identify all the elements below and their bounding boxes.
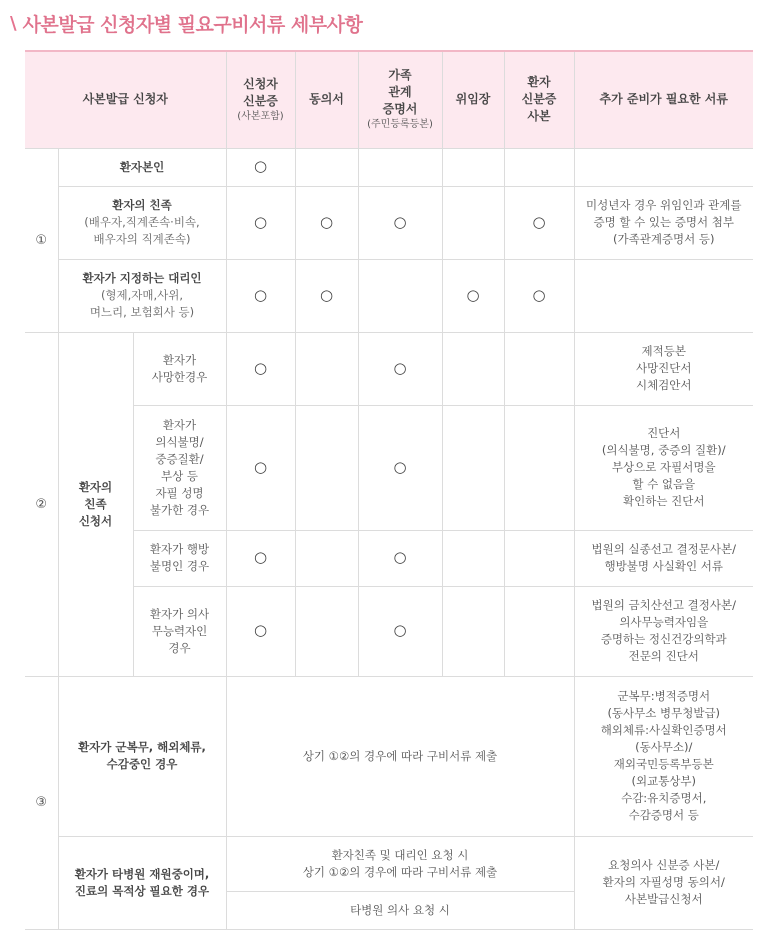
empty-cell <box>295 530 358 586</box>
row-label: 환자가 의식불명/ 중증질환/ 부상 등 자필 성명 불가한 경우 <box>133 405 226 530</box>
row-label-detail: (배우자,직계존속·비속, 배우자의 직계존속) <box>84 215 200 246</box>
empty-cell <box>295 332 358 405</box>
check-mark <box>358 530 442 586</box>
empty-cell <box>442 148 504 186</box>
header-extra-docs: 추가 준비가 필요한 서류 <box>574 51 753 148</box>
extra-docs-cell: 군복무:병적증명서 (동사무소 병무청발급) 해외체류:사실확인증명서 (동사무소)/ 재외국민등록부등본 (외교통상부) 수감:유치증명서, 수감증명서 등 <box>574 676 753 836</box>
circle-icon: ○ <box>253 457 268 476</box>
table-row <box>25 676 753 836</box>
row-label-text: 환자의 친족 <box>112 198 172 212</box>
header-consent: 동의서 <box>295 51 358 148</box>
title-slash-mark: \ <box>10 12 17 34</box>
header-family-cert-label: 가족 관계 증명서 <box>382 68 418 117</box>
circle-icon: ○ <box>393 621 407 639</box>
table-row <box>25 586 753 676</box>
check-mark <box>295 259 358 332</box>
circle-icon: ○ <box>253 212 268 231</box>
row-label: 환자가 의사 무능력자인 경우 <box>133 586 226 676</box>
extra-docs-cell: 진단서 (의식불명, 중증의 질환)/ 부상으로 자필서명을 할 수 없음을 확인하는 진단서 <box>574 405 753 530</box>
header-applicant: 사본발급 신청자 <box>25 51 226 148</box>
empty-cell <box>442 186 504 259</box>
circle-icon: ○ <box>393 358 407 377</box>
check-mark <box>226 186 295 259</box>
row-label: 환자가 행방 불명인 경우 <box>133 530 226 586</box>
check-mark <box>504 259 574 332</box>
group-number-3: ③ <box>25 676 58 929</box>
group-number-2: ② <box>25 332 58 676</box>
check-mark <box>226 148 295 186</box>
circle-icon: ○ <box>319 212 334 231</box>
circle-icon: ○ <box>253 358 268 377</box>
circle-icon: ○ <box>532 212 546 231</box>
table-row <box>25 530 753 586</box>
required-documents-table <box>25 50 753 930</box>
group-number-1: ① <box>25 148 58 332</box>
check-mark <box>295 186 358 259</box>
empty-cell <box>574 148 753 186</box>
circle-icon: ○ <box>393 457 407 476</box>
table-row <box>25 259 753 332</box>
empty-cell <box>504 148 574 186</box>
row-label <box>58 148 226 186</box>
row-label: 환자가 타병원 재원중이며, 진료의 목적상 필요한 경우 <box>58 836 226 929</box>
page-title-text: 사본발급 신청자별 필요구비서류 세부사항 <box>22 13 363 36</box>
empty-cell <box>295 148 358 186</box>
extra-docs-cell: 요청의사 신분증 사본/ 환자의 자필성명 동의서/ 사본발급신청서 <box>574 836 753 929</box>
empty-cell <box>358 148 442 186</box>
check-mark <box>358 186 442 259</box>
merged-instruction-b: 타병원 의사 요청 시 <box>226 891 574 929</box>
extra-docs-cell: 제적등본 사망진단서 시체검안서 <box>574 332 753 405</box>
row-label: 환자가 군복무, 해외체류, 수감중인 경우 <box>58 676 226 836</box>
circle-icon: ○ <box>393 212 407 231</box>
circle-icon: ○ <box>319 285 334 304</box>
circle-icon: ○ <box>253 621 268 639</box>
page-title <box>10 8 362 38</box>
circle-icon: ○ <box>393 548 407 566</box>
table-row <box>25 148 753 186</box>
empty-cell <box>504 530 574 586</box>
circle-icon: ○ <box>532 285 546 304</box>
check-mark <box>358 405 442 530</box>
check-mark <box>226 405 295 530</box>
circle-icon: ○ <box>466 285 480 304</box>
empty-cell <box>442 530 504 586</box>
circle-icon: ○ <box>253 548 268 566</box>
empty-cell <box>504 586 574 676</box>
circle-icon: ○ <box>253 285 268 304</box>
row-label-text: 환자본인 <box>119 159 165 174</box>
row-label <box>58 186 226 259</box>
table-row <box>25 405 753 530</box>
extra-docs-cell: 미성년자 경우 위임인과 관계를 증명 할 수 있는 증명서 첨부 (가족관계증명서 등) <box>574 186 753 259</box>
empty-cell <box>504 405 574 530</box>
empty-cell <box>295 405 358 530</box>
row-label: 환자가 사망한경우 <box>133 332 226 405</box>
check-mark <box>226 332 295 405</box>
table-row <box>25 186 753 259</box>
table-row <box>25 332 753 405</box>
check-mark <box>226 259 295 332</box>
empty-cell <box>504 332 574 405</box>
check-mark <box>226 530 295 586</box>
extra-docs-cell: 법원의 실종선고 결정문사본/ 행방불명 사실확인 서류 <box>574 530 753 586</box>
merged-instruction-a: 환자친족 및 대리인 요청 시 상기 ①②의 경우에 따라 구비서류 제출 <box>226 836 574 891</box>
empty-cell <box>295 586 358 676</box>
empty-cell <box>442 332 504 405</box>
header-id-card-sub: (사본포함) <box>237 110 284 122</box>
header-delegation: 위임장 <box>442 51 504 148</box>
extra-docs-cell: 법원의 금치산선고 결정사본/ 의사무능력자임을 증명하는 정신건강의학과 전문의 진단서 <box>574 586 753 676</box>
group-2-label: 환자의 친족 신청서 <box>58 332 133 676</box>
empty-cell <box>442 586 504 676</box>
row-label <box>58 259 226 332</box>
row-label-text: 환자가 지정하는 대리인 <box>82 271 202 285</box>
check-mark <box>226 586 295 676</box>
empty-cell <box>574 259 753 332</box>
header-family-cert <box>358 51 442 148</box>
table-header-row <box>25 51 753 148</box>
header-id-card-label: 신청자 신분증 <box>243 76 278 108</box>
check-mark <box>504 186 574 259</box>
header-patient-id: 환자 신분증 사본 <box>504 51 574 148</box>
header-family-cert-sub: (주민등록등본) <box>367 119 433 131</box>
check-mark <box>358 586 442 676</box>
header-id-card <box>226 51 295 148</box>
row-label-detail: (형제,자매,사위, 며느리, 보험회사 등) <box>89 288 195 319</box>
circle-icon: ○ <box>253 157 268 175</box>
merged-instruction: 상기 ①②의 경우에 따라 구비서류 제출 <box>226 676 574 836</box>
empty-cell <box>358 259 442 332</box>
table-row <box>25 836 753 891</box>
check-mark <box>358 332 442 405</box>
check-mark <box>442 259 504 332</box>
empty-cell <box>442 405 504 530</box>
